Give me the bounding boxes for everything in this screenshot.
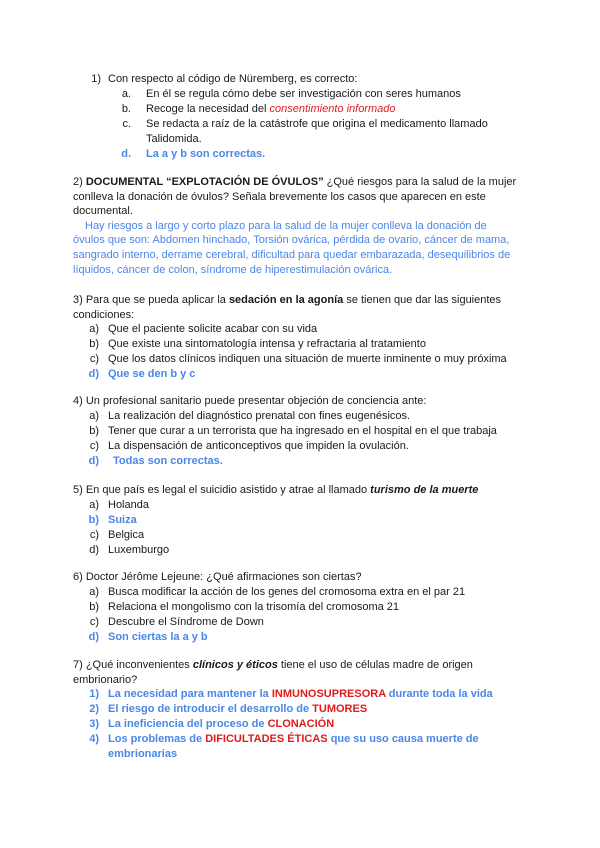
option-d-answer: Todas son correctas.: [113, 454, 223, 467]
option-a: En él se regula cómo debe ser investigación con seres humanos: [146, 88, 461, 100]
option-c: Que los datos clínicos indiquen una situación de muerte inminente o muy próxima: [108, 353, 507, 366]
question-4: [73, 394, 533, 469]
answer-item-3: La ineficiencia del proceso de CLONACIÓN: [108, 718, 335, 731]
option-label: d): [88, 368, 99, 381]
option-a: Busca modificar la acción de los genes del cromosoma extra en el par 21: [108, 585, 466, 598]
question-7: 7) ¿Qué inconvenientes clínicos y éticos tiene el uso de células madre de origen embrionario? 1) La necesidad para mantener la INMUNOSUPRESORA durante toda la vida 2) El riesgo de introducir el desarrollo de TUMORES 3) La ineficiencia del proceso de CLONACIÓN 4) Los problemas de DIFICULTADES ÉTICAS que su uso causa muerte de embrionarias: [73, 658, 533, 762]
option-label: b): [88, 513, 99, 526]
option-label: a): [89, 498, 99, 511]
option-c: Descubre el Síndrome de Down: [108, 615, 264, 628]
answer-item-2: El riesgo de introducir el desarrollo de TUMORES: [108, 703, 368, 716]
question-title: DOCUMENTAL “EXPLOTACIÓN DE ÓVULOS”: [85, 176, 324, 188]
option-label: d.: [121, 148, 131, 160]
question-number: 1): [91, 73, 101, 85]
option-label: c): [89, 439, 99, 452]
question-stem: 4) Un profesional sanitario puede presentar objeción de conciencia ante:: [73, 395, 427, 407]
question-stem: 6) Doctor Jérôme Lejeune: ¿Qué afirmaciones son ciertas?: [73, 571, 362, 583]
option-label: c): [89, 353, 99, 366]
option-b: Recoge la necesidad del consentimiento informado: [146, 103, 396, 115]
option-label: c): [89, 528, 99, 541]
option-d-answer: Que se den b y c: [108, 368, 196, 381]
option-label: b): [89, 424, 99, 437]
option-c: Belgica: [108, 528, 145, 541]
answer-item-1: La necesidad para mantener la INMUNOSUPRESORA durante toda la vida: [108, 688, 493, 701]
question-6: [73, 570, 533, 645]
question-stem: embrionario?: [73, 673, 138, 686]
keyword-highlight: consentimiento informado: [269, 103, 396, 115]
option-a: La realización del diagnóstico prenatal con fines eugenésicos.: [108, 409, 411, 422]
option-label: b.: [121, 103, 131, 115]
question-stem: conlleva la donación de óvulos? Señala brevemente los casos que aparecen en este: [73, 190, 486, 203]
question-stem: Con respecto al código de Nüremberg, es correcto:: [108, 73, 358, 85]
option-d-answer: Son ciertas la a y b: [108, 630, 208, 643]
answer-text: líquidos, cáncer de colon, síndrome de hiperestimulación ovárica.: [73, 263, 393, 276]
option-a: Que el paciente solicite acabar con su vida: [108, 323, 318, 336]
question-stem: documental.: [73, 205, 133, 218]
keyword: sedación en la agonía: [228, 294, 344, 306]
keyword: turismo de la muerte: [370, 484, 479, 496]
question-stem: condiciones:: [73, 308, 135, 321]
option-label: c): [89, 615, 99, 628]
item-label: 4): [89, 733, 99, 746]
question-3: 3) Para que se pueda aplicar la sedación en la agonía se tienen que dar las siguientes condiciones: a) Que el paciente solicite acabar con su vida b) Que existe una sintomatología intensa y refractaria al tratamiento c) Que los datos clínicos indiquen una situación de muerte inminente o muy próxima d) Que se den b y c: [73, 293, 533, 382]
item-label: 2): [89, 703, 99, 716]
option-label: d): [89, 543, 99, 556]
question-5: 5) En que país es legal el suicidio asistido y atrae al llamado turismo de la muerte a) Holanda b) Suiza c) Belgica d) Luxemburgo: [73, 484, 479, 556]
option-c: La dispensación de anticonceptivos que impiden la ovulación.: [108, 439, 409, 452]
option-a: Holanda: [108, 498, 149, 511]
option-c-continued: Talidomida.: [146, 133, 202, 145]
option-c: Se redacta a raíz de la catástrofe que origina el medicamento llamado: [146, 118, 488, 130]
option-b-answer: Suiza: [108, 513, 137, 526]
item-label: 1): [89, 688, 99, 701]
keyword: clínicos y éticos: [192, 659, 278, 671]
answer-text: sangrado interno, derrame cerebral, dificultad para quedar embarazada, desequilibrios de: [73, 248, 511, 261]
answer-item-4-continued: embrionarias: [108, 748, 178, 761]
answer-item-4: Los problemas de DIFICULTADES ÉTICAS que su uso causa muerte de: [108, 733, 479, 746]
option-label: a): [89, 323, 99, 336]
option-label: a): [89, 409, 99, 422]
option-label: a): [89, 585, 99, 598]
option-b: Tener que curar a un terrorista que ha ingresado en el hospital en el que trabaja: [108, 424, 497, 437]
option-d-answer: La a y b son correctas.: [146, 148, 266, 160]
item-label: 3): [89, 718, 99, 731]
option-label: d): [88, 454, 99, 467]
option-label: d): [88, 630, 99, 643]
option-label: b): [89, 600, 99, 613]
option-b: Que existe una sintomatología intensa y refractaria al tratamiento: [108, 338, 426, 351]
option-b: Relaciona el mongolismo con la trisomía del cromosoma 21: [108, 600, 400, 613]
question-2: 2) DOCUMENTAL “EXPLOTACIÓN DE ÓVULOS” ¿Qué riesgos para la salud de la mujer conlleva la donación de óvulos? Señala brevemente los casos que aparecen en este documental. Hay riesgos a largo y corto plazo para la salud de la mujer conlleva la donación de óvulos que son: Abdomen hinchado, Torsión ovárica, pérdida de ovario, cáncer de mama, sangrado interno, derrame cerebral, dificultad para quedar embarazada, desequilibrios de líquidos, cáncer de colon, síndrome de hiperestimulación ovárica.: [73, 175, 533, 277]
option-label: b): [89, 338, 99, 351]
option-label: a.: [121, 88, 131, 100]
option-d: Luxemburgo: [108, 543, 170, 556]
answer-text: Hay riesgos a largo y corto plazo para la salud de la mujer conlleva la donación de: [85, 219, 487, 232]
answer-text: óvulos que son: Abdomen hinchado, Torsión ovárica, pérdida de ovario, cáncer de mama,: [73, 234, 510, 247]
option-label: c.: [122, 118, 131, 130]
